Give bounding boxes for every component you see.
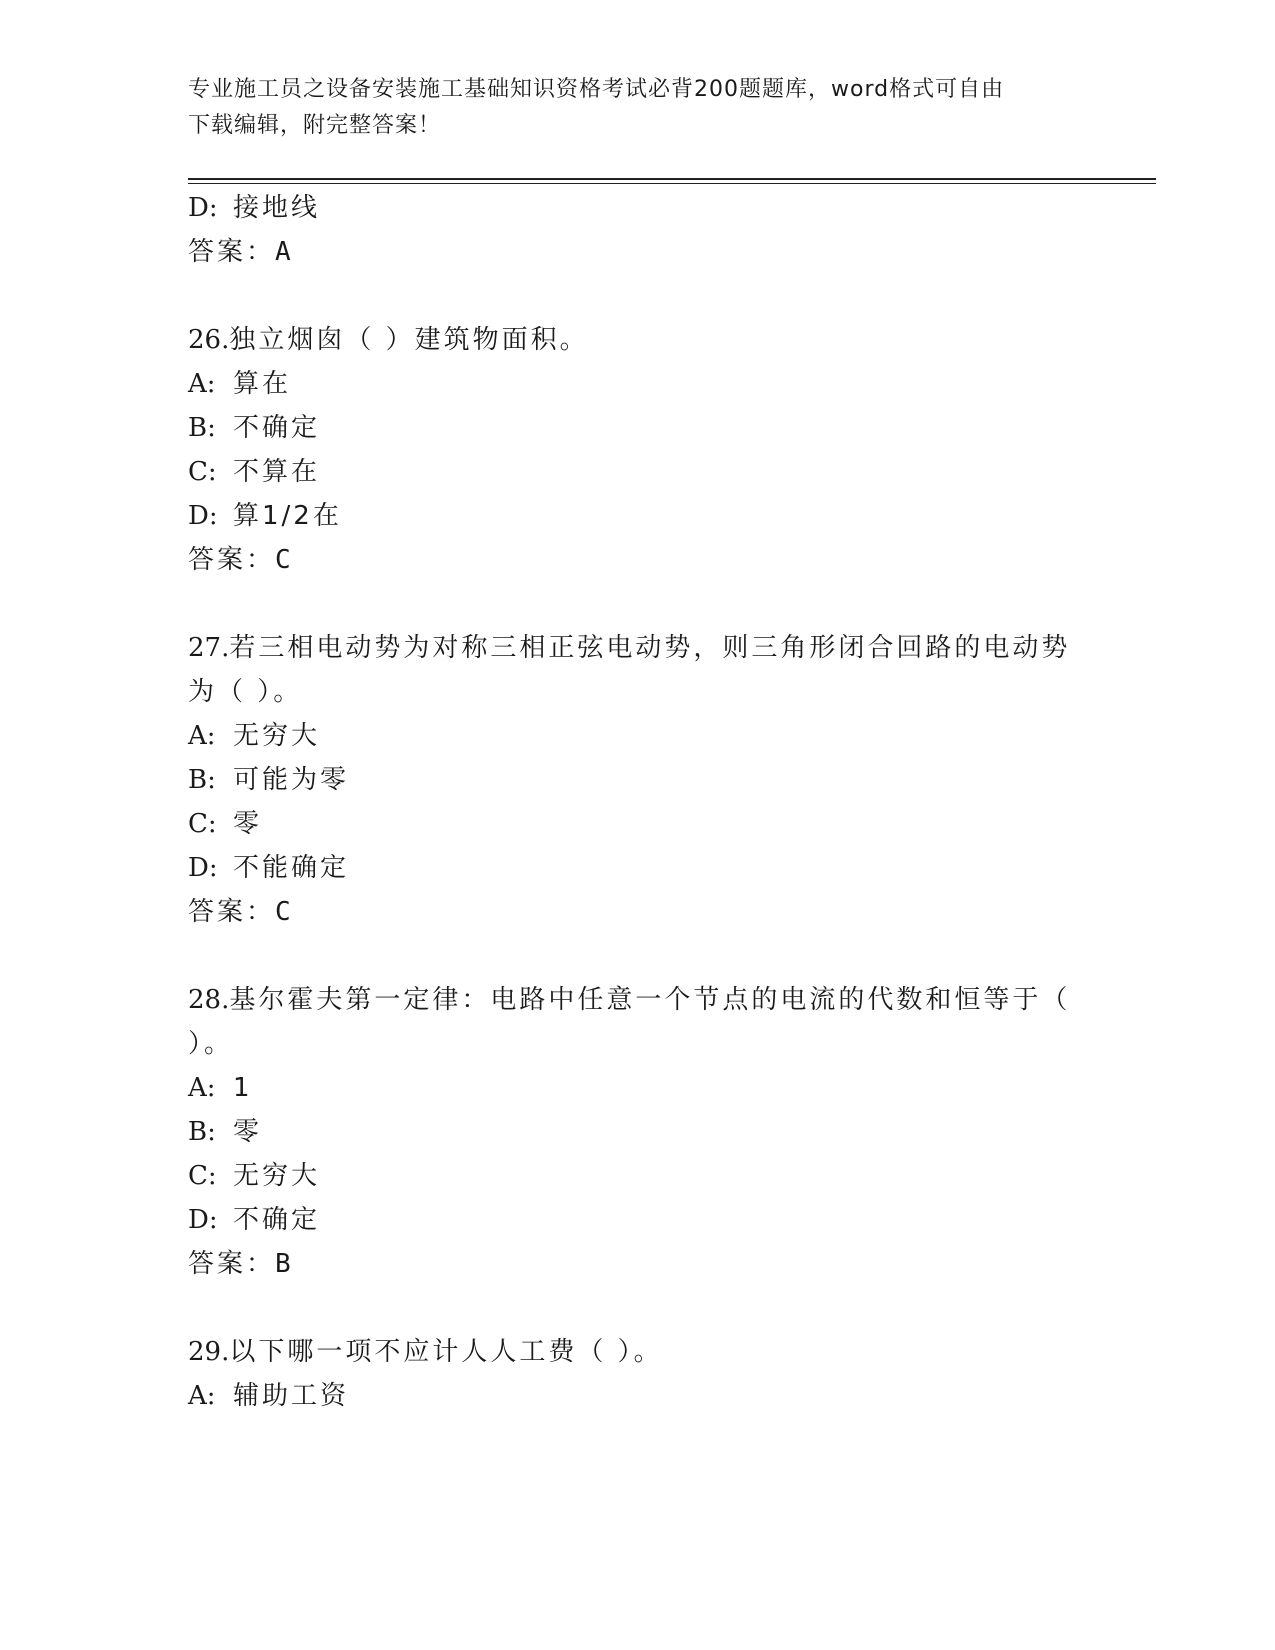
option-text: 算在 — [233, 369, 292, 399]
option-key: D: — [188, 193, 218, 223]
question-text-continued: ）。 — [188, 1029, 234, 1059]
option-row — [188, 1160, 320, 1192]
option-key: D: — [188, 1205, 218, 1235]
option-key: C: — [188, 1161, 217, 1191]
option-row — [188, 368, 291, 400]
answer-value: B — [275, 1249, 291, 1279]
answer-row — [188, 236, 291, 268]
answer-label: 答案： — [188, 545, 276, 575]
option-row — [188, 500, 342, 532]
answer-row — [188, 896, 291, 928]
question-text-continued: 为（ ）。 — [188, 677, 303, 707]
option-text: 零 — [233, 809, 263, 839]
option-text: 不确定 — [233, 1205, 321, 1235]
option-text: 接地线 — [233, 193, 321, 223]
answer-row — [188, 544, 291, 576]
question-number: 26. — [188, 325, 230, 355]
question-text: 若三相电动势为对称三相正弦电动势，则三角形闭合回路的电动势 — [229, 633, 1071, 663]
option-text: 无穷大 — [233, 721, 321, 751]
option-key: D: — [188, 853, 218, 883]
option-text: 算1/2在 — [233, 501, 342, 531]
header-line-2: 下载编辑，附完整答案！ — [188, 113, 442, 138]
option-key: A: — [188, 1381, 216, 1411]
option-text: 可能为零 — [233, 765, 350, 795]
answer-label: 答案： — [188, 1249, 276, 1279]
option-key: B: — [188, 413, 216, 443]
option-key: B: — [188, 765, 216, 795]
option-text: 不能确定 — [233, 853, 350, 883]
option-key: A: — [188, 369, 216, 399]
option-text: 不算在 — [233, 457, 321, 487]
option-row — [188, 1072, 253, 1104]
option-key: B: — [188, 1117, 216, 1147]
option-row — [188, 192, 320, 224]
answer-row — [188, 1248, 291, 1280]
header-line-1: 专业施工员之设备安装施工基础知识资格考试必背200题题库，word格式可自由 — [188, 77, 1005, 102]
header-divider-thick — [188, 178, 1156, 180]
option-row — [188, 1204, 320, 1236]
option-row — [188, 412, 320, 444]
option-text: 零 — [233, 1117, 263, 1147]
option-key: A: — [188, 1073, 216, 1103]
option-row — [188, 764, 349, 796]
option-text: 无穷大 — [233, 1161, 321, 1191]
option-text: 辅助工资 — [233, 1381, 350, 1411]
answer-label: 答案： — [188, 897, 276, 927]
option-row — [188, 808, 262, 840]
option-key: D: — [188, 501, 218, 531]
question-text: 以下哪一项不应计人人工费（ ）。 — [229, 1337, 663, 1367]
option-text: 1 — [233, 1073, 253, 1103]
answer-value: A — [275, 237, 291, 267]
option-key: A: — [188, 721, 216, 751]
question-title — [188, 324, 589, 356]
question-text: 基尔霍夫第一定律：电路中任意一个节点的电流的代数和恒等于（ — [229, 985, 1071, 1015]
option-key: C: — [188, 457, 217, 487]
question-title — [188, 632, 1070, 664]
question-title — [188, 1336, 663, 1368]
answer-value: C — [275, 897, 291, 927]
question-title — [188, 984, 1070, 1016]
question-number: 27. — [188, 633, 230, 663]
question-number: 29. — [188, 1337, 230, 1367]
option-key: C: — [188, 809, 217, 839]
document-header — [188, 72, 1078, 144]
answer-value: C — [275, 545, 291, 575]
option-row — [188, 456, 320, 488]
option-row — [188, 1116, 262, 1148]
question-number: 28. — [188, 985, 230, 1015]
answer-label: 答案： — [188, 237, 276, 267]
option-row — [188, 720, 320, 752]
question-text: 独立烟囱（ ）建筑物面积。 — [229, 325, 589, 355]
option-row — [188, 852, 349, 884]
option-text: 不确定 — [233, 413, 321, 443]
option-row — [188, 1380, 349, 1412]
header-divider-thin — [188, 183, 1156, 184]
